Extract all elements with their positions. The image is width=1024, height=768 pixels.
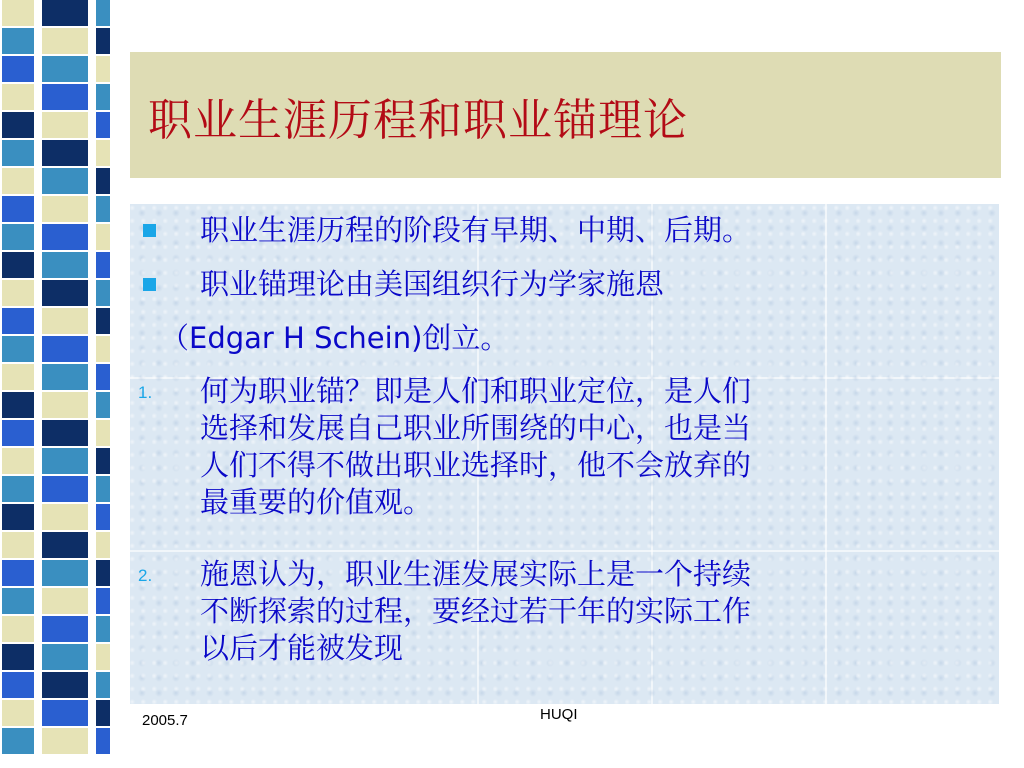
strip-block [2,560,34,586]
numbered-item-2 [200,556,960,667]
strip-block [2,616,34,642]
strip-block [96,728,110,754]
strip-block [96,532,110,558]
strip-block [42,616,88,642]
numbered-item-line: 施恩认为，职业生涯发展实际上是一个持续 [200,557,752,591]
footer-date: 2005.7 [142,712,188,729]
strip-block [96,28,110,54]
bullet-square-icon [143,224,156,237]
strip-block [42,364,88,390]
numbered-item-line: 不断探索的过程，要经过若干年的实际工作 [200,594,752,628]
strip-block [42,0,88,26]
strip-block [42,700,88,726]
strip-block [2,84,34,110]
strip-block [2,28,34,54]
strip-block [96,700,110,726]
strip-block [2,644,34,670]
strip-block [42,420,88,446]
numbered-item-line: 选择和发展自己职业所围绕的中心，也是当 [200,411,752,445]
strip-block [2,588,34,614]
strip-block [96,252,110,278]
list-number-2: 2. [138,566,153,585]
strip-block [42,112,88,138]
strip-block [2,308,34,334]
strip-block [2,672,34,698]
numbered-item-line: 最重要的价值观。 [200,485,433,519]
strip-block [2,252,34,278]
strip-block [96,448,110,474]
numbered-item-1 [200,373,960,521]
list-number-1: 1. [138,383,153,402]
strip-block [2,504,34,530]
strip-block [42,504,88,530]
strip-block [2,336,34,362]
strip-block [42,392,88,418]
strip-block [42,308,88,334]
strip-block [42,728,88,754]
strip-block [2,280,34,306]
strip-block [96,616,110,642]
strip-block [2,0,34,26]
strip-block [2,448,34,474]
strip-block [42,140,88,166]
strip-block [42,84,88,110]
strip-block [42,588,88,614]
strip-block [2,700,34,726]
strip-block [2,168,34,194]
numbered-item-line: 以后才能被发现 [200,631,404,665]
strip-block [2,196,34,222]
strip-block [42,672,88,698]
strip-block [2,728,34,754]
strip-block [42,476,88,502]
strip-block [96,112,110,138]
strip-block [2,476,34,502]
strip-block [96,0,110,26]
strip-block [96,672,110,698]
bullet-square-icon [143,278,156,291]
strip-block [96,168,110,194]
strip-block [42,448,88,474]
strip-block [2,532,34,558]
strip-block [96,140,110,166]
strip-block [2,112,34,138]
strip-block [96,392,110,418]
strip-block [96,560,110,586]
strip-block [96,504,110,530]
bullet-text-2: 职业锚理论由美国组织行为学家施恩 [200,267,665,301]
strip-block [2,224,34,250]
strip-block [42,252,88,278]
strip-block [96,588,110,614]
slide-title: 职业生涯历程和职业锚理论 [148,95,688,146]
strip-block [2,420,34,446]
numbered-item-line: 人们不得不做出职业选择时，他不会放弃的 [200,448,752,482]
strip-block [42,532,88,558]
strip-block [96,196,110,222]
strip-block [96,224,110,250]
strip-block [96,84,110,110]
footer-author: HUQI [540,706,578,723]
title-banner [130,52,1001,178]
strip-block [96,420,110,446]
strip-block [96,364,110,390]
strip-block [42,28,88,54]
strip-block [42,336,88,362]
decorative-block-strip [0,0,128,768]
strip-block [42,168,88,194]
strip-block [42,224,88,250]
bullet-text-1: 职业生涯历程的阶段有早期、中期、后期。 [200,213,752,247]
bullet-continuation: （Edgar H Schein)创立。 [160,321,510,355]
strip-block [96,280,110,306]
strip-block [42,56,88,82]
strip-block [96,476,110,502]
strip-block [96,56,110,82]
strip-block [42,644,88,670]
strip-block [2,140,34,166]
strip-block [96,336,110,362]
strip-block [2,364,34,390]
strip-block [96,308,110,334]
strip-block [42,280,88,306]
strip-block [96,644,110,670]
strip-block [42,196,88,222]
strip-block [2,56,34,82]
strip-block [42,560,88,586]
strip-block [2,392,34,418]
numbered-item-line: 何为职业锚？即是人们和职业定位，是人们 [200,374,752,408]
